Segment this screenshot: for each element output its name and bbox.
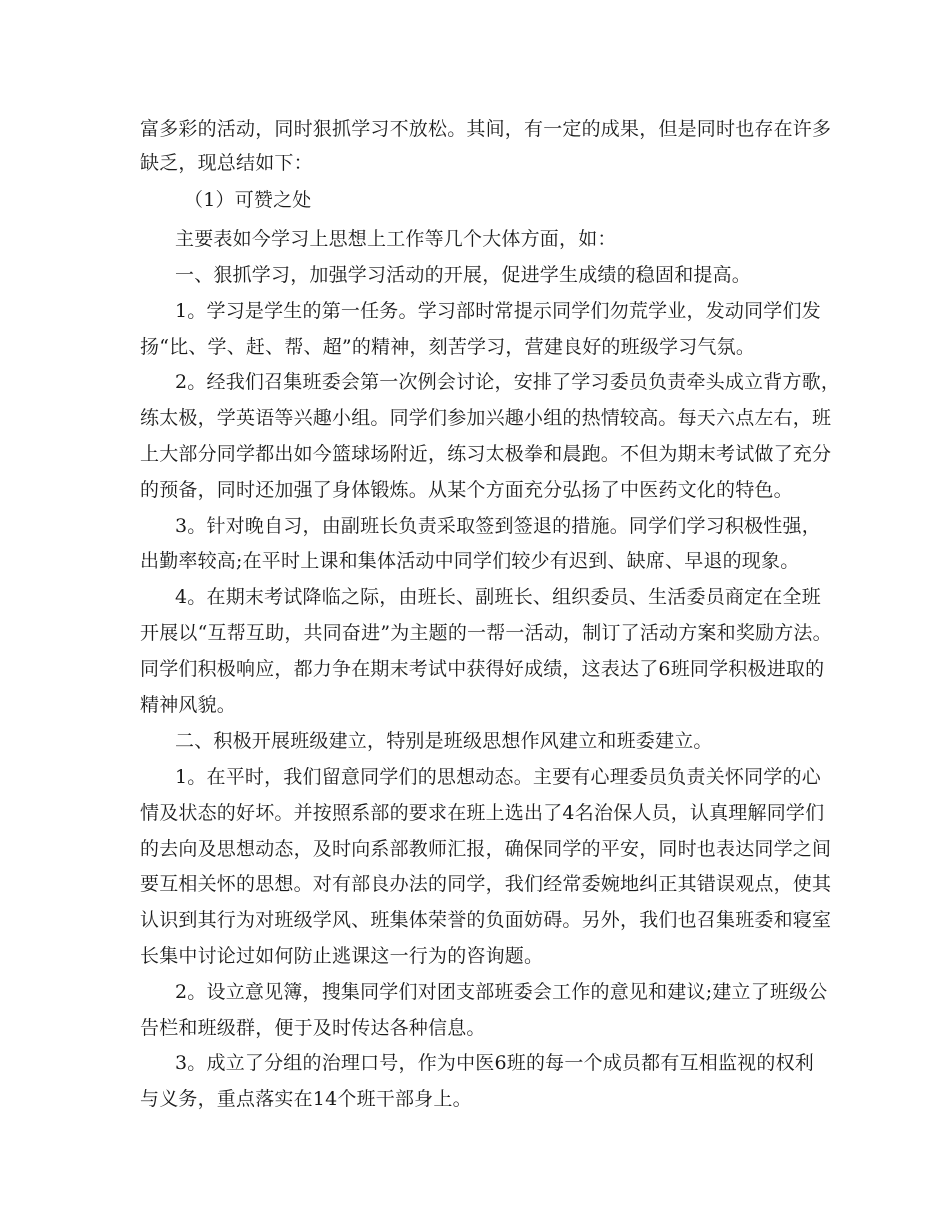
- paragraph-line: 练太极，学英语等兴趣小组。同学们参加兴趣小组的热情较高。每天六点左右，班: [140, 407, 832, 429]
- paragraph-line: 要互相关怀的思想。对有部良办法的同学，我们经常委婉地纠正其错误观点，使其: [140, 873, 832, 895]
- paragraph-line: 1。在平时，我们留意同学们的思想动态。主要有心理委员负责关怀同学的心: [175, 766, 821, 788]
- paragraph-line: 缺乏，现总结如下：: [140, 152, 313, 174]
- paragraph-line: 与义务，重点落实在14个班干部身上。: [140, 1088, 472, 1110]
- paragraph-line: 认识到其行为对班级学风、班集体荣誉的负面妨碍。另外，我们也召集班委和寝室: [140, 909, 832, 931]
- paragraph-line: 开展以“互帮互助，共同奋进”为主题的一帮一活动，制订了活动方案和奖励方法。: [140, 622, 832, 644]
- paragraph-line: 2。设立意见簿，搜集同学们对团支部班委会工作的意见和建议;建立了班级公: [175, 981, 828, 1003]
- paragraph-line: 同学们积极响应，都力争在期末考试中获得好成绩，这表达了6班同学积极进取的: [140, 658, 825, 680]
- paragraph-line: 3。针对晚自习，由副班长负责采取签到签退的措施。同学们学习积极性强，: [175, 515, 821, 537]
- paragraph-line: 3。成立了分组的治理口号，作为中医6班的每一个成员都有互相监视的权利: [175, 1052, 814, 1074]
- paragraph-line: 出勤率较高;在平时上课和集体活动中同学们较少有迟到、缺席、早退的现象。: [140, 550, 800, 572]
- paragraph-line: 扬“比、学、赶、帮、超”的精神，刻苦学习，营建良好的班级学习气氛。: [140, 336, 756, 358]
- paragraph-line: 4。在期末考试降临之际，由班长、副班长、组织委员、生活委员商定在全班: [175, 586, 821, 608]
- paragraph-line: 告栏和班级群，便于及时传达各种信息。: [140, 1017, 486, 1039]
- paragraph-line: 精神风貌。: [140, 694, 237, 716]
- paragraph-line: 的预备，同时还加强了身体锻炼。从某个方面充分弘扬了中医药文化的特色。: [140, 479, 793, 501]
- section-heading: 二、积极开展班级建立，特别是班级思想作风建立和班委建立。: [175, 730, 713, 752]
- section-heading: 一、狠抓学习，加强学习活动的开展，促进学生成绩的稳固和提高。: [175, 264, 752, 286]
- paragraph-line: 的去向及思想动态，及时向系部教师汇报，确保同学的平安，同时也表达同学之间: [140, 838, 832, 860]
- paragraph-line: 2。经我们召集班委会第一次例会讨论，安排了学习委员负责牵头成立背方歌，: [175, 371, 841, 393]
- paragraph-line: 长集中讨论过如何防止逃课这一行为的咨询题。: [140, 945, 544, 967]
- paragraph-line: 富多彩的活动，同时狠抓学习不放松。其间，有一定的成果，但是同时也存在许多: [140, 118, 832, 140]
- paragraph-line: 情及状态的好坏。并按照系部的要求在班上选出了4名治保人员，认真理解同学们: [140, 802, 825, 824]
- paragraph-line: 主要表如今学习上思想上工作等几个大体方面，如：: [175, 228, 617, 250]
- paragraph-line: 上大部分同学都出如今篮球场附近，练习太极拳和晨跑。不但为期末考试做了充分: [140, 443, 832, 465]
- paragraph-line: 1。学习是学生的第一任务。学习部时常提示同学们勿荒学业，发动同学们发: [175, 300, 821, 322]
- section-heading: （1）可赞之处: [184, 189, 312, 211]
